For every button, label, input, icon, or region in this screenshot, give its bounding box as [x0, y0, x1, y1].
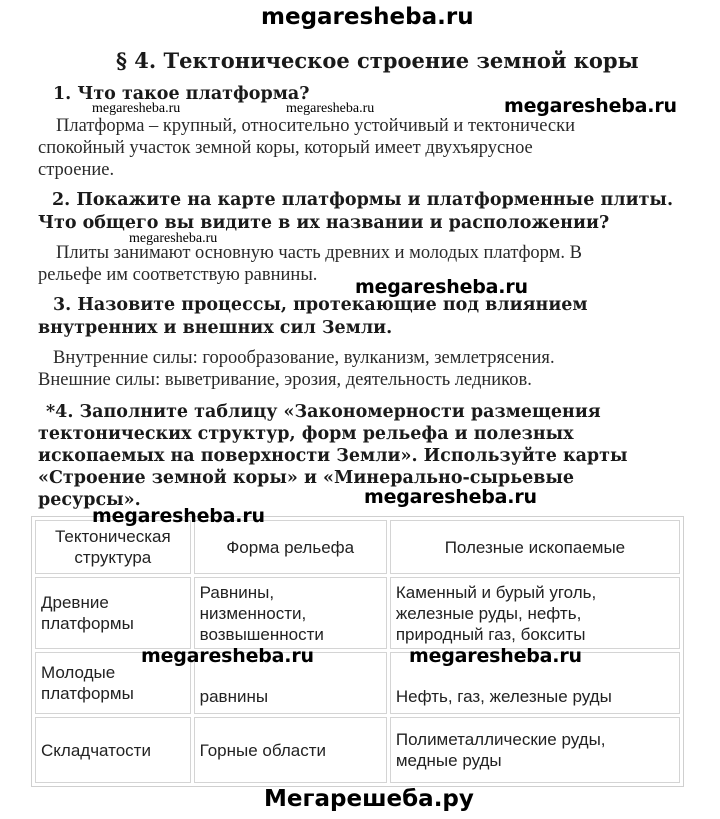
question-4-line: *4. Заполните таблицу «Закономерности размещения — [46, 402, 601, 422]
table-cell-minerals: Каменный и бурый уголь, железные руды, нефть, природный газ, бокситы — [390, 577, 680, 649]
watermark-large: megaresheba.ru — [92, 505, 265, 527]
answer-2-line: Плиты занимают основную часть древних и молодых платформ. В — [56, 243, 582, 263]
question-4-line: ресурсы». — [38, 490, 141, 510]
watermark-small: megaresheba.ru — [129, 231, 218, 246]
site-header: megaresheba.ru — [261, 4, 474, 30]
question-2-line: 2. Покажите на карте платформы и платформенные плиты. — [52, 190, 674, 210]
page-title: § 4. Тектоническое строение земной коры — [116, 48, 639, 73]
table-row — [35, 652, 680, 714]
question-1: 1. Что такое платформа? — [53, 84, 310, 104]
minerals-table — [31, 516, 684, 787]
table-cell-relief: равнины — [194, 652, 387, 714]
site-footer: Мегарешеба.ру — [264, 786, 474, 812]
table-cell-structure: Молодые платформы — [35, 652, 191, 714]
table-cell-structure: Древние платформы — [35, 577, 191, 649]
question-4-line: тектонических структур, форм рельефа и полезных — [38, 424, 574, 444]
answer-3-line: Внешние силы: выветривание, эрозия, деятельность ледников. — [38, 370, 532, 390]
answer-1-line: спокойный участок земной коры, который имеет двухъярусное — [38, 138, 533, 158]
watermark-large: megaresheba.ru — [504, 95, 677, 117]
table-cell-minerals: Полиметаллические руды, медные руды — [390, 717, 680, 783]
question-4-line: ископаемых на поверхности Земли». Используйте карты — [38, 446, 628, 466]
table-cell-structure: Складчатости — [35, 717, 191, 783]
question-3-line: внутренних и внешних сил Земли. — [38, 318, 393, 338]
watermark-large: megaresheba.ru — [141, 645, 314, 667]
question-3-line: 3. Назовите процессы, протекающие под влиянием — [53, 295, 588, 315]
answer-1-line: строение. — [38, 160, 115, 180]
answer-1-line: Платформа – крупный, относительно устойчивый и тектонически — [56, 116, 575, 136]
table-cell-relief: Равнины, низменности, возвышенности — [194, 577, 387, 649]
table-header-cell: Форма рельефа — [194, 520, 387, 574]
question-2-line: Что общего вы видите в их названии и расположении? — [38, 213, 610, 233]
watermark-large: megaresheba.ru — [355, 276, 528, 298]
table-header-row — [35, 520, 680, 574]
table-cell-minerals: Нефть, газ, железные руды — [390, 652, 680, 714]
table-cell-relief: Горные области — [194, 717, 387, 783]
table-header-cell: Полезные ископаемые — [390, 520, 680, 574]
answer-3-line: Внутренние силы: горообразование, вулканизм, землетрясения. — [53, 348, 555, 368]
watermark-large: megaresheba.ru — [409, 645, 582, 667]
watermark-small: megaresheba.ru — [92, 101, 181, 116]
table-row — [35, 577, 680, 649]
watermark-large: megaresheba.ru — [364, 486, 537, 508]
question-4-line: «Строение земной коры» и «Минерально-сырьевые — [38, 468, 575, 488]
watermark-small: megaresheba.ru — [286, 101, 375, 116]
table-row — [35, 717, 680, 783]
table-header-cell: Тектоническая структура — [35, 520, 191, 574]
answer-2-line: рельефе им соответствую равнины. — [38, 265, 318, 285]
